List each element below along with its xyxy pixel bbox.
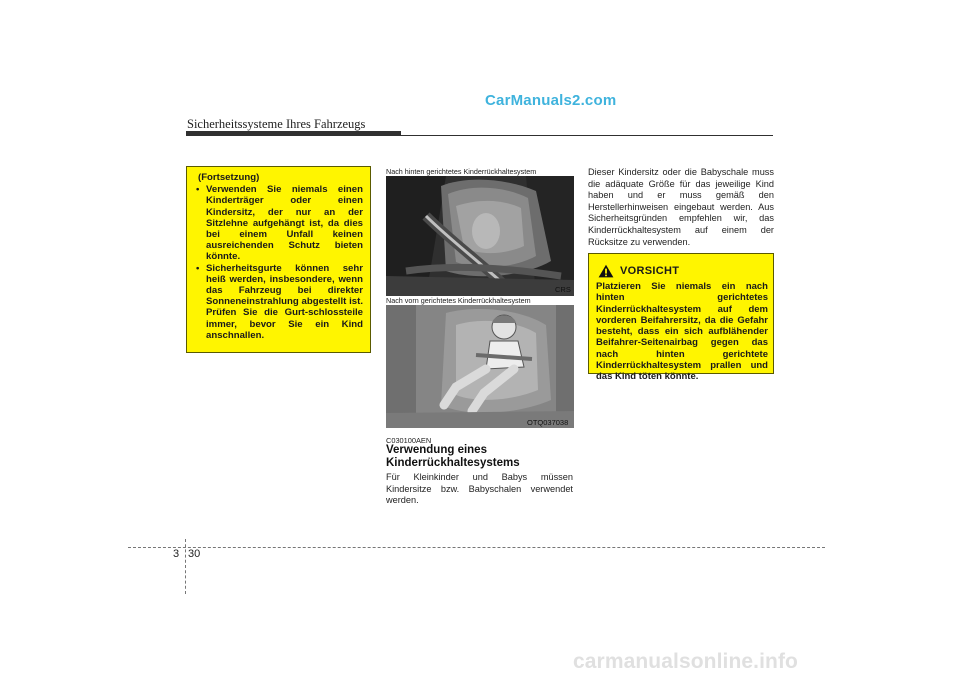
note-list	[196, 184, 363, 341]
note-item: • Sicherheitsgurte können sehr heiß werden, insbesondere, wenn das Fahrzeug bei direkter Sonneneinstrahlung abgestellt ist. Prüfen Sie die Gurt-schlossteile immer, bevor Sie ein Kind anschnallen.	[196, 263, 363, 341]
rear-facing-seat-drawing	[386, 176, 574, 296]
warning-triangle-icon	[598, 264, 614, 278]
rear-facing-seat-illustration	[386, 176, 574, 296]
footer-vertical-rule	[185, 539, 186, 594]
watermark-top[interactable]: CarManuals2.com	[485, 92, 617, 109]
figure-code-crs: CRS	[555, 285, 571, 294]
section-body: Für Kleinkinder und Babys müssen Kindersitze bzw. Babyschalen verwendet werden.	[386, 472, 573, 506]
footer-rule	[128, 547, 825, 548]
warning-box	[588, 253, 774, 383]
note-item: • Verwenden Sie niemals einen Kinderträger oder einen Kindersitz, der nur an der Sitzlehne aufgehängt ist, da dies bei einem Unfall keinen ausreichenden Schutz bieten könnte.	[196, 184, 363, 262]
warning-title: VORSICHT	[620, 265, 680, 277]
figure-code: OTQ037038	[527, 418, 569, 427]
note-continuation-label: (Fortsetzung)	[198, 172, 260, 183]
note-box-continued	[186, 166, 371, 353]
section-title: Verwendung eines Kinderrückhaltesystems	[386, 444, 520, 469]
warning-text: Platzieren Sie niemals ein nach hinten gerichtetes Kinderrückhaltesystem auf dem vorderen Beifahrersitz, da die Gefahr besteht, dass ein sich aufblähender Beifahrer-Seitenairbag gegen das nach hinten gerichtete Kinderrückhaltesystem prallen und das Kind töten könnte.	[596, 281, 768, 383]
forward-facing-seat-illustration	[386, 305, 574, 428]
right-column-text: Dieser Kindersitz oder die Babyschale muss die adäquate Größe für das jeweilige Kind haben und er muss gemäß den Herstellerhinweisen eingebaut werden. Aus Sicherheitsgründen empfehlen wir, das Kinderrückhaltesystem auf einem der Rücksitze zu verwenden.	[588, 167, 774, 247]
forward-facing-seat-drawing	[386, 305, 574, 428]
page-number: 30	[188, 548, 201, 560]
section-code: C030100AEN	[386, 436, 432, 445]
figure-caption-forward-facing: Nach vorn gerichtetes Kinderrückhaltesystem	[386, 296, 531, 305]
figure-caption-rear-facing: Nach hinten gerichtetes Kinderrückhaltesystem	[386, 167, 537, 176]
warning-header	[598, 264, 768, 278]
chapter-number: 3	[173, 548, 180, 560]
page-header-title: Sicherheitssysteme Ihres Fahrzeugs	[187, 117, 366, 131]
header-rule	[186, 135, 773, 136]
watermark-bottom[interactable]: carmanualsonline.info	[573, 650, 798, 673]
